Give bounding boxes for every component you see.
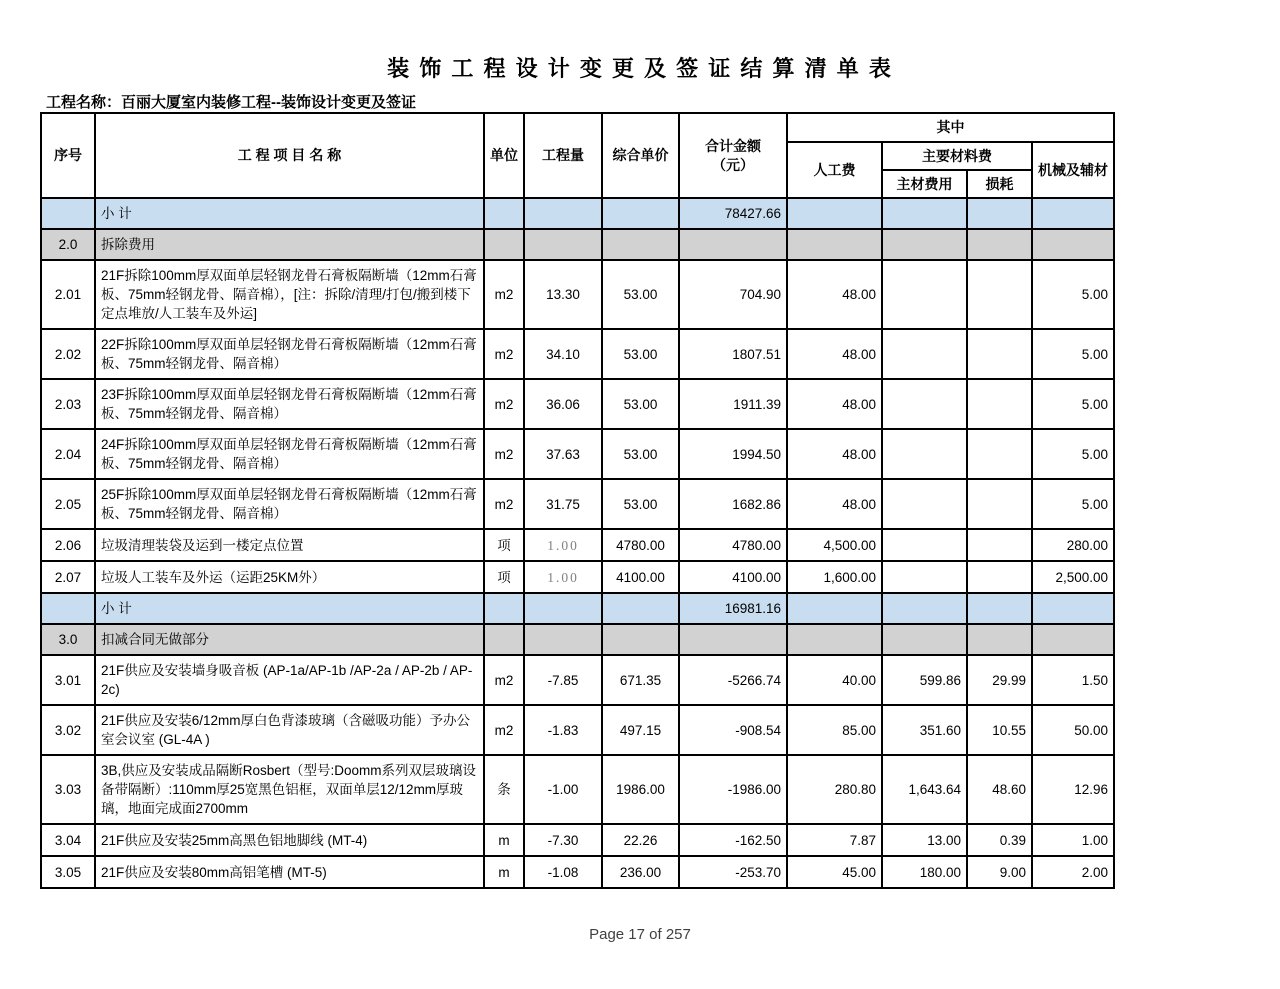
col-header-total-line2: （元）: [712, 156, 754, 173]
cell-name: 21F供应及安装25mm高黑色铝地脚线 (MT-4): [95, 824, 484, 856]
cell-name: 25F拆除100mm厚双面单层轻钢龙骨石膏板隔断墙（12mm石膏板、75mm轻钢龙骨、隔音棉）: [95, 479, 484, 529]
cell-name: 24F拆除100mm厚双面单层轻钢龙骨石膏板隔断墙（12mm石膏板、75mm轻钢龙骨、隔音棉）: [95, 429, 484, 479]
col-header-total-line1: 合计金额: [705, 137, 761, 154]
cell-material-cost: [882, 479, 967, 529]
cell-labor: [787, 198, 882, 229]
cell-total: 78427.66: [679, 198, 787, 229]
cell-labor: 7.87: [787, 824, 882, 856]
table-row-3.05: [41, 856, 1114, 888]
cell-quantity: [524, 593, 602, 624]
cell-machinery: 12.96: [1032, 755, 1114, 824]
cell-machinery: 1.50: [1032, 655, 1114, 705]
cell-total: -253.70: [679, 856, 787, 888]
cell-labor: 48.00: [787, 379, 882, 429]
cell-labor: 1,600.00: [787, 561, 882, 593]
cell-unit-price: 53.00: [602, 329, 679, 379]
cell-total: -908.54: [679, 705, 787, 755]
cell-loss: [967, 529, 1032, 561]
cell-unit-price: 1986.00: [602, 755, 679, 824]
cell-loss: [967, 479, 1032, 529]
cell-name: 21F供应及安装墙身吸音板 (AP-1a/AP-1b /AP-2a / AP-2b / AP-2c): [95, 655, 484, 705]
cell-material-cost: [882, 529, 967, 561]
table-row-2.03: [41, 379, 1114, 429]
cell-loss: 0.39: [967, 824, 1032, 856]
cell-seq: 3.05: [41, 856, 95, 888]
cell-labor: 85.00: [787, 705, 882, 755]
cell-unit: 项: [484, 561, 524, 593]
cell-seq: 3.0: [41, 624, 95, 655]
cell-unit-price: [602, 624, 679, 655]
cell-machinery: [1032, 198, 1114, 229]
cell-unit: m2: [484, 429, 524, 479]
table-header: [41, 113, 1114, 198]
table-row-2.05: [41, 479, 1114, 529]
cell-loss: 48.60: [967, 755, 1032, 824]
cell-seq: 2.04: [41, 429, 95, 479]
cell-machinery: 1.00: [1032, 824, 1114, 856]
cell-unit-price: 53.00: [602, 479, 679, 529]
cell-quantity: 31.75: [524, 479, 602, 529]
cell-material-cost: [882, 624, 967, 655]
cell-seq: 2.06: [41, 529, 95, 561]
cell-unit-price: [602, 229, 679, 260]
cell-seq: 2.01: [41, 260, 95, 329]
cell-unit: 项: [484, 529, 524, 561]
cell-unit-price: 236.00: [602, 856, 679, 888]
cell-material-cost: [882, 329, 967, 379]
cell-quantity: -7.85: [524, 655, 602, 705]
table-row-3.02: [41, 705, 1114, 755]
cell-unit-price: 22.26: [602, 824, 679, 856]
cell-total: [679, 229, 787, 260]
cell-seq: 3.04: [41, 824, 95, 856]
settlement-table: [40, 112, 1115, 889]
cell-seq: [41, 198, 95, 229]
cell-material-cost: [882, 260, 967, 329]
cell-loss: [967, 561, 1032, 593]
col-header-unit-price: 综合单价: [602, 113, 679, 198]
cell-name: 21F拆除100mm厚双面单层轻钢龙骨石膏板隔断墙（12mm石膏板、75mm轻钢龙骨、隔音棉），[注：拆除/清理/打包/搬到楼下定点堆放/人工装车及外运]: [95, 260, 484, 329]
cell-loss: [967, 229, 1032, 260]
col-header-total: [679, 113, 787, 198]
cell-quantity: 36.06: [524, 379, 602, 429]
cell-name: 小 计: [95, 198, 484, 229]
cell-total: 4780.00: [679, 529, 787, 561]
cell-unit: [484, 198, 524, 229]
cell-total: -1986.00: [679, 755, 787, 824]
cell-quantity: [524, 624, 602, 655]
cell-total: 704.90: [679, 260, 787, 329]
cell-quantity: 1.00: [524, 529, 602, 561]
cell-total: -5266.74: [679, 655, 787, 705]
cell-name: 21F供应及安装80mm高铝笔槽 (MT-5): [95, 856, 484, 888]
cell-labor: [787, 229, 882, 260]
cell-quantity: [524, 229, 602, 260]
cell-machinery: [1032, 593, 1114, 624]
table-row-3.03: [41, 755, 1114, 824]
cell-material-cost: [882, 379, 967, 429]
cell-machinery: 5.00: [1032, 429, 1114, 479]
cell-total: 1911.39: [679, 379, 787, 429]
cell-quantity: -7.30: [524, 824, 602, 856]
cell-unit-price: 497.15: [602, 705, 679, 755]
cell-seq: 2.02: [41, 329, 95, 379]
cell-quantity: 13.30: [524, 260, 602, 329]
cell-loss: [967, 593, 1032, 624]
cell-unit: 条: [484, 755, 524, 824]
cell-unit-price: 4780.00: [602, 529, 679, 561]
col-header-machinery: 机械及辅材: [1032, 142, 1114, 198]
cell-unit-price: 4100.00: [602, 561, 679, 593]
cell-material-cost: [882, 229, 967, 260]
project-name-line: 工程名称：百丽大厦室内装修工程--装饰设计变更及签证: [46, 94, 416, 111]
cell-loss: [967, 429, 1032, 479]
cell-material-cost: 351.60: [882, 705, 967, 755]
cell-material-cost: [882, 429, 967, 479]
cell-quantity: 1.00: [524, 561, 602, 593]
cell-name: 3B,供应及安装成品隔断Rosbert（型号:Doomm系列双层玻璃设备带隔断）:110mm厚25宽黑色铝框，双面单层12/12mm厚玻璃，地面完成面2700mm: [95, 755, 484, 824]
cell-seq: 3.03: [41, 755, 95, 824]
cell-labor: [787, 624, 882, 655]
cell-seq: 3.02: [41, 705, 95, 755]
table-row-2.0: [41, 229, 1114, 260]
cell-labor: 48.00: [787, 260, 882, 329]
cell-material-cost: [882, 561, 967, 593]
col-header-material-cost: 主材费用: [882, 170, 967, 198]
cell-labor: 40.00: [787, 655, 882, 705]
cell-name: 21F供应及安装6/12mm厚白色背漆玻璃（含磁吸功能）予办公室会议室 (GL-4A ): [95, 705, 484, 755]
cell-machinery: 50.00: [1032, 705, 1114, 755]
cell-unit: m2: [484, 705, 524, 755]
cell-machinery: [1032, 624, 1114, 655]
cell-name: 22F拆除100mm厚双面单层轻钢龙骨石膏板隔断墙（12mm石膏板、75mm轻钢龙骨、隔音棉）: [95, 329, 484, 379]
cell-loss: [967, 260, 1032, 329]
cell-loss: 9.00: [967, 856, 1032, 888]
cell-total: 4100.00: [679, 561, 787, 593]
col-header-among: 其中: [787, 113, 1114, 142]
cell-labor: [787, 593, 882, 624]
col-header-labor: 人工费: [787, 142, 882, 198]
cell-unit: m2: [484, 479, 524, 529]
cell-material-cost: [882, 593, 967, 624]
cell-seq: 3.01: [41, 655, 95, 705]
col-header-loss: 损耗: [967, 170, 1032, 198]
cell-unit-price: [602, 198, 679, 229]
cell-unit: m2: [484, 655, 524, 705]
cell-loss: [967, 624, 1032, 655]
cell-seq: 2.03: [41, 379, 95, 429]
cell-machinery: 280.00: [1032, 529, 1114, 561]
cell-material-cost: 599.86: [882, 655, 967, 705]
cell-unit: [484, 593, 524, 624]
cell-name: 扣减合同无做部分: [95, 624, 484, 655]
cell-loss: [967, 379, 1032, 429]
cell-seq: [41, 593, 95, 624]
cell-name: 垃圾人工装车及外运（运距25KM外）: [95, 561, 484, 593]
cell-unit-price: 53.00: [602, 379, 679, 429]
cell-seq: 2.07: [41, 561, 95, 593]
cell-labor: 48.00: [787, 329, 882, 379]
page-number: Page 17 of 257: [589, 926, 691, 943]
cell-seq: 2.05: [41, 479, 95, 529]
cell-machinery: 5.00: [1032, 329, 1114, 379]
cell-loss: [967, 329, 1032, 379]
cell-unit-price: 671.35: [602, 655, 679, 705]
cell-unit-price: 53.00: [602, 260, 679, 329]
page-title: 装 饰 工 程 设 计 变 更 及 签 证 结 算 清 单 表: [387, 56, 893, 81]
table-row-2.07: [41, 561, 1114, 593]
cell-seq: 2.0: [41, 229, 95, 260]
table-row-2.02: [41, 329, 1114, 379]
cell-unit: m: [484, 856, 524, 888]
cell-machinery: 2,500.00: [1032, 561, 1114, 593]
cell-labor: 45.00: [787, 856, 882, 888]
col-header-unit: 单位: [484, 113, 524, 198]
cell-loss: 29.99: [967, 655, 1032, 705]
cell-machinery: 2.00: [1032, 856, 1114, 888]
table-row-3.04: [41, 824, 1114, 856]
cell-quantity: [524, 198, 602, 229]
col-header-quantity: 工程量: [524, 113, 602, 198]
table-row-2.04: [41, 429, 1114, 479]
cell-machinery: 5.00: [1032, 479, 1114, 529]
cell-unit: m2: [484, 260, 524, 329]
cell-material-cost: 1,643.64: [882, 755, 967, 824]
cell-material-cost: 13.00: [882, 824, 967, 856]
cell-machinery: [1032, 229, 1114, 260]
cell-total: 1682.86: [679, 479, 787, 529]
cell-labor: 280.80: [787, 755, 882, 824]
cell-quantity: -1.83: [524, 705, 602, 755]
cell-unit-price: [602, 593, 679, 624]
cell-unit: [484, 229, 524, 260]
cell-unit-price: 53.00: [602, 429, 679, 479]
table-row-subtotal: [41, 198, 1114, 229]
cell-labor: 48.00: [787, 479, 882, 529]
table-row-subtotal: [41, 593, 1114, 624]
cell-unit: m2: [484, 379, 524, 429]
cell-machinery: 5.00: [1032, 260, 1114, 329]
cell-total: 16981.16: [679, 593, 787, 624]
cell-quantity: -1.08: [524, 856, 602, 888]
cell-labor: 48.00: [787, 429, 882, 479]
col-header-seq: 序号: [41, 113, 95, 198]
cell-quantity: 37.63: [524, 429, 602, 479]
cell-name: 小 计: [95, 593, 484, 624]
table-row-3.01: [41, 655, 1114, 705]
cell-quantity: -1.00: [524, 755, 602, 824]
table-body: [41, 198, 1114, 888]
table-row-2.01: [41, 260, 1114, 329]
cell-name: 垃圾清理装袋及运到一楼定点位置: [95, 529, 484, 561]
cell-total: 1807.51: [679, 329, 787, 379]
cell-unit: [484, 624, 524, 655]
table-row-2.06: [41, 529, 1114, 561]
cell-name: 23F拆除100mm厚双面单层轻钢龙骨石膏板隔断墙（12mm石膏板、75mm轻钢龙骨、隔音棉）: [95, 379, 484, 429]
table-row-3.0: [41, 624, 1114, 655]
cell-total: [679, 624, 787, 655]
cell-name: 拆除费用: [95, 229, 484, 260]
cell-unit: m: [484, 824, 524, 856]
cell-labor: 4,500.00: [787, 529, 882, 561]
cell-unit: m2: [484, 329, 524, 379]
cell-material-cost: [882, 198, 967, 229]
col-header-name: 工 程 项 目 名 称: [95, 113, 484, 198]
cell-loss: [967, 198, 1032, 229]
cell-total: 1994.50: [679, 429, 787, 479]
cell-loss: 10.55: [967, 705, 1032, 755]
cell-machinery: 5.00: [1032, 379, 1114, 429]
col-header-main-materials: 主要材料费: [882, 142, 1032, 170]
cell-quantity: 34.10: [524, 329, 602, 379]
cell-total: -162.50: [679, 824, 787, 856]
cell-material-cost: 180.00: [882, 856, 967, 888]
